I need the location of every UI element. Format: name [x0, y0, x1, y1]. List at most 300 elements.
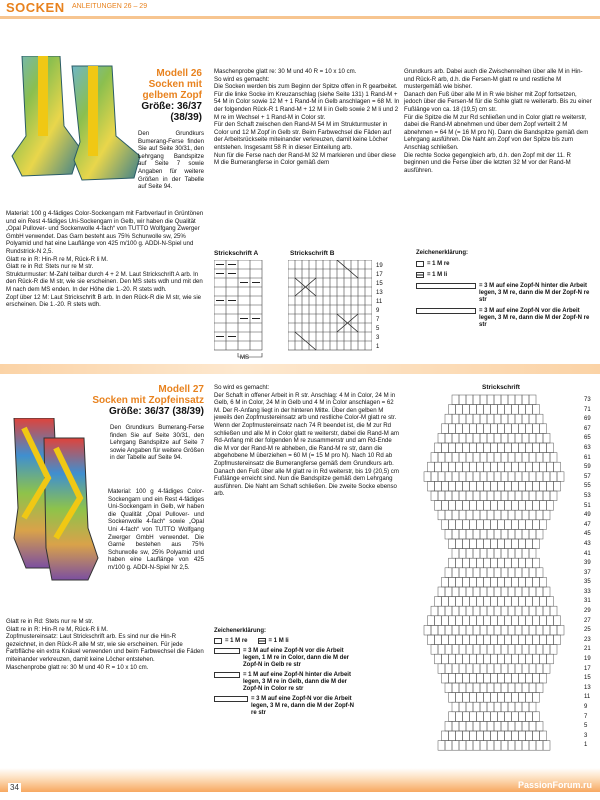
chart-cell	[512, 654, 519, 664]
chart-cell	[543, 664, 550, 674]
chart-cell	[508, 625, 515, 635]
chart-cell	[519, 443, 526, 453]
chart-cell	[515, 395, 522, 405]
chart-cell	[498, 712, 505, 722]
chart-cell	[501, 491, 508, 501]
chart-cell	[480, 568, 487, 578]
chart-cell	[498, 597, 505, 607]
chart-cell	[522, 472, 529, 482]
chart-cell	[543, 587, 550, 597]
chart-cell	[536, 529, 543, 539]
model-26-col1	[6, 210, 204, 309]
chart-cell	[480, 491, 487, 501]
chart-cell	[494, 433, 501, 443]
chart-cell	[540, 520, 547, 530]
chart-cell	[536, 472, 543, 482]
chart-cell	[508, 606, 515, 616]
legend-row-cable-front: = 3 M auf eine Zopf-N vor die Arbeit legen, 3 M re, dann die M der Zopf-N re str	[416, 308, 592, 329]
chart-cell	[501, 472, 508, 482]
chart-cell	[536, 721, 543, 731]
chart-cell	[473, 510, 480, 520]
chart-cell	[522, 529, 529, 539]
chart-cell	[505, 635, 512, 645]
chart-cell	[519, 597, 526, 607]
chart-cell	[477, 520, 484, 530]
chart-cell	[480, 549, 487, 559]
chart-cell	[449, 443, 456, 453]
chart-cell	[449, 635, 456, 645]
chart-cell	[522, 683, 529, 693]
chart-b-title: Strickschrift B	[290, 250, 335, 257]
chart-cell	[505, 616, 512, 626]
chart-cell	[505, 539, 512, 549]
chart-cell	[536, 491, 543, 501]
chart-cell	[456, 616, 463, 626]
chart-cell	[536, 606, 543, 616]
row-number: 13	[584, 684, 591, 691]
chart-cell	[494, 702, 501, 712]
chart-cell	[442, 443, 449, 453]
row-number: 23	[584, 636, 591, 643]
chart-cell	[431, 491, 438, 501]
chart-cell	[526, 443, 533, 453]
chart-cell	[487, 568, 494, 578]
chart-cell	[473, 529, 480, 539]
chart-cell	[515, 529, 522, 539]
chart-cell	[445, 683, 452, 693]
chart-cell	[508, 395, 515, 405]
chart-cell	[449, 520, 456, 530]
chart-cell	[554, 462, 561, 472]
chart-cell	[470, 693, 477, 703]
chart-cell	[449, 673, 456, 683]
chart-cell	[505, 405, 512, 415]
watermark: PassionForum.ru	[517, 780, 592, 790]
chart-cell	[533, 462, 540, 472]
chart-cell	[480, 510, 487, 520]
chart-cell	[519, 673, 526, 683]
row-number: 59	[584, 464, 591, 471]
chart-cell	[484, 577, 491, 587]
chart-cell	[456, 462, 463, 472]
knit-icon	[416, 261, 424, 267]
chart-cell	[466, 510, 473, 520]
chart-cell	[533, 712, 540, 722]
chart-cell	[445, 741, 452, 751]
chart-cell	[533, 673, 540, 683]
model-26-col3: Grundkurs arb. Dabei auch die Zwischenreihen über alle M in Hin- und Rück-R arb, d.h. die Fersen-M glatt re und restliche M mustergemäß wie bisher. Danach den Fuß über alle M in R wie bisher mit Zopf fortsetzen, jedoch über die Fersen-M für die Sohle glatt re weiterarb. Bis zu einer Fußlänge von ca. 18 (19,5) cm str. Für die Spitze die M zur Rd schließen und in Color glatt re weiterstr, dabei die Rand-M abnehmen und über dem Zopf verteilt 2 M abnehmen = 64 M (= 16 M pro N). Dann die Bandspitze gemäß dem Lehrgang ausführen. Die Naht am Zopf von der Spitze bis zum Anschlag schließen. Die rechte Socke gegengleich arb, d.h. den Zopf mit der 11. R beginnen und die Ferse über die letzten 32 M vor der Rand-M ausführen.	[404, 68, 592, 174]
chart-cell	[477, 481, 484, 491]
chart-cell	[442, 635, 449, 645]
chart-cell	[477, 501, 484, 511]
model-27-intro: Den Grundkurs Bumerang-Ferse finden Sie auf Seite 30/31, den Lehrgang Bandspitze auf Seite 7 sowie Angaben für weitere Größen in der Tabelle auf Seite 94.	[110, 424, 204, 462]
row-number: 41	[584, 550, 591, 557]
chart-cell	[501, 453, 508, 463]
chart-cell	[480, 741, 487, 751]
chart-cell	[452, 433, 459, 443]
chart-27-grid	[408, 394, 584, 770]
chart-cell	[491, 558, 498, 568]
chart-cell	[477, 558, 484, 568]
chart-cell	[529, 702, 536, 712]
chart-cell	[536, 625, 543, 635]
chart-27-row-numbers	[584, 396, 591, 751]
chart-b-grid	[288, 260, 372, 352]
chart-cell	[508, 587, 515, 597]
chart-cell	[487, 453, 494, 463]
chart-cell	[501, 568, 508, 578]
chart-cell	[466, 741, 473, 751]
chart-cell	[442, 462, 449, 472]
chart-cell	[522, 702, 529, 712]
chart-cell	[484, 731, 491, 741]
chart-cell	[547, 501, 554, 511]
chart-cell	[466, 721, 473, 731]
legend-row-cable-back: = 3 M auf eine Zopf-N hinter die Arbeit legen, 3 M re, dann die M der Zopf-N re str	[416, 283, 592, 304]
chart-cell	[505, 577, 512, 587]
chart-cell	[466, 549, 473, 559]
chart-cell	[536, 645, 543, 655]
row-number: 39	[584, 560, 591, 567]
row-number: 61	[584, 454, 591, 461]
chart-cell	[477, 597, 484, 607]
chart-cell	[487, 645, 494, 655]
chart-cell	[501, 414, 508, 424]
chart-cell	[550, 491, 557, 501]
chart-cell	[522, 741, 529, 751]
row-number: 11	[584, 694, 591, 701]
chart-cell	[456, 712, 463, 722]
row-number: 19	[584, 656, 591, 663]
model-26-subtitle-1: Socken mit	[148, 79, 202, 90]
chart-cell	[459, 664, 466, 674]
chart-cell	[459, 625, 466, 635]
chart-cell	[480, 702, 487, 712]
chart-cell	[494, 741, 501, 751]
header-rule	[0, 16, 600, 19]
chart-cell	[526, 462, 533, 472]
chart-cell	[522, 606, 529, 616]
chart-cell	[505, 597, 512, 607]
chart-cell	[550, 453, 557, 463]
chart-27-title: Strickschrift	[482, 384, 520, 391]
chart-cell	[459, 683, 466, 693]
chart-cell	[449, 501, 456, 511]
chart-cell	[480, 453, 487, 463]
chart-cell	[529, 549, 536, 559]
chart-cell	[487, 472, 494, 482]
chart-cell	[480, 721, 487, 731]
chart-cell	[515, 645, 522, 655]
chart-cell	[515, 472, 522, 482]
chart-cell	[508, 721, 515, 731]
chart-cell	[519, 654, 526, 664]
chart-cell	[452, 549, 459, 559]
chart-cell	[498, 405, 505, 415]
chart-cell	[442, 673, 449, 683]
chart-cell	[452, 664, 459, 674]
chart-cell	[501, 587, 508, 597]
chart-cell	[543, 510, 550, 520]
chart-cell	[452, 606, 459, 616]
chart-cell	[491, 616, 498, 626]
chart-cell	[442, 616, 449, 626]
chart-cell	[456, 673, 463, 683]
chart-cell	[484, 597, 491, 607]
chart-cell	[554, 481, 561, 491]
chart-cell	[445, 472, 452, 482]
chart-cell	[498, 731, 505, 741]
chart-cell	[522, 453, 529, 463]
chart-cell	[505, 654, 512, 664]
row-number: 63	[584, 444, 591, 451]
chart-cell	[540, 462, 547, 472]
chart-cell	[515, 510, 522, 520]
chart-cell	[533, 597, 540, 607]
chart-cell	[428, 462, 435, 472]
chart-cell	[547, 443, 554, 453]
chart-cell	[480, 395, 487, 405]
chart-cell	[515, 568, 522, 578]
chart-cell	[484, 654, 491, 664]
chart-cell	[456, 539, 463, 549]
chart-cell	[449, 424, 456, 434]
chart-cell	[512, 712, 519, 722]
m26-zopf: Zopf über 12 M: Laut Strickschrift B arb. In den Rück-R die M str, wie sie erscheinen. Die 1.-20. R stets wdh.	[6, 293, 202, 309]
chart-cell	[533, 539, 540, 549]
chart-cell	[473, 395, 480, 405]
chart-cell	[473, 683, 480, 693]
chart-cell	[547, 597, 554, 607]
chart-cell	[529, 395, 536, 405]
chart-cell	[519, 712, 526, 722]
chart-cell	[501, 433, 508, 443]
chart-cell	[522, 549, 529, 559]
chart-cell	[424, 472, 431, 482]
chart-cell	[435, 501, 442, 511]
cable-icon	[214, 696, 248, 702]
chart-cell	[536, 453, 543, 463]
chart-cell	[466, 625, 473, 635]
chart-cell	[536, 568, 543, 578]
chart-cell	[459, 491, 466, 501]
row-number: 5	[584, 723, 588, 730]
chart-cell	[512, 405, 519, 415]
chart-cell	[533, 558, 540, 568]
chart-cell	[456, 405, 463, 415]
chart-cell	[470, 712, 477, 722]
chart-cell	[452, 702, 459, 712]
chart-cell	[456, 654, 463, 664]
chart-cell	[438, 645, 445, 655]
chart-cell	[494, 491, 501, 501]
row-number: 15	[584, 675, 591, 682]
chart-cell	[529, 721, 536, 731]
chart-cell	[526, 673, 533, 683]
model-26-title: Modell 26	[156, 68, 202, 79]
row-number: 53	[584, 492, 591, 499]
chart-cell	[456, 731, 463, 741]
chart-cell	[526, 654, 533, 664]
chart-cell	[547, 635, 554, 645]
chart-cell	[491, 443, 498, 453]
chart-cell	[491, 673, 498, 683]
chart-cell	[491, 693, 498, 703]
chart-cell	[515, 491, 522, 501]
chart-cell	[498, 443, 505, 453]
chart-cell	[491, 635, 498, 645]
chart-cell	[491, 654, 498, 664]
chart-cell	[505, 558, 512, 568]
chart-cell	[536, 683, 543, 693]
row-number: 1	[584, 742, 588, 749]
chart-cell	[512, 539, 519, 549]
chart-cell	[477, 693, 484, 703]
chart-cell	[522, 414, 529, 424]
chart-cell	[540, 424, 547, 434]
chart-cell	[501, 721, 508, 731]
model-26-heading	[100, 68, 202, 123]
chart-cell	[463, 424, 470, 434]
chart-cell	[473, 702, 480, 712]
knit-icon	[214, 638, 222, 644]
chart-cell	[529, 491, 536, 501]
legend-row-cross-back: = 1 M auf eine Zopf-N hinter die Arbeit legen, 3 M re in Gelb, dann die M der Zopf-N in Color re str	[214, 672, 400, 693]
chart-cell	[456, 443, 463, 453]
chart-cell	[498, 462, 505, 472]
chart-cell	[519, 539, 526, 549]
model-26-col2: Maschenprobe glatt re: 30 M und 40 R = 10 x 10 cm. So wird es gemacht: Die Socken werden bis zum Beginn der Spitze offen in R gearbeitet. Für die linke Socke im Kreuzanschlag (siehe Seite 131) 1 Rand-M + 54 M in Color sowie 12 M + 1 Rand-M in Gelb anschlagen = 68 M. In der folgenden Rück-R 1 Rand-M + 12 M li in Gelb sowie 2 M li und 2 M re im Wechsel + 1 Rand-M in Color str. Für den Schaft zwischen den Rand-M 54 M im Strukturmuster in Color und 12 M Zopf in Gelb str. Beim Farbwechsel die Fäden auf der Arbeitsrückseite miteinander verkreuzen, damit keine Löcher entstehen. Insgesamt 58 R in dieser Einteilung arb. Nun für die Ferse nach der Rand-M 32 M markieren und über diese M die Bumerangferse in Color gemäß dem	[214, 68, 400, 167]
chart-cell	[463, 616, 470, 626]
chart-cell	[445, 606, 452, 616]
chart-cell	[470, 424, 477, 434]
chart-cell	[505, 501, 512, 511]
chart-cell	[473, 606, 480, 616]
chart-cell	[529, 664, 536, 674]
chart-cell	[480, 587, 487, 597]
chart-cell	[512, 616, 519, 626]
chart-cell	[512, 443, 519, 453]
chart-cell	[487, 549, 494, 559]
chart-cell	[533, 424, 540, 434]
chart-cell	[487, 433, 494, 443]
chart-cell	[431, 645, 438, 655]
chart-cell	[536, 433, 543, 443]
chart-cell	[494, 395, 501, 405]
chart-cell	[557, 625, 564, 635]
chart-cell	[540, 481, 547, 491]
chart-cell	[491, 462, 498, 472]
chart-cell	[466, 414, 473, 424]
chart-cell	[529, 683, 536, 693]
chart-cell	[529, 741, 536, 751]
chart-cell	[431, 453, 438, 463]
chart-cell	[470, 462, 477, 472]
chart-cell	[452, 587, 459, 597]
legend-title: Zeichenerklärung:	[214, 628, 267, 634]
chart-cell	[473, 645, 480, 655]
chart-cell	[543, 606, 550, 616]
chart-cell	[491, 481, 498, 491]
cable-front-icon	[416, 308, 476, 314]
chart-cell	[515, 453, 522, 463]
purl-icon	[258, 638, 266, 644]
model-27-col1b	[6, 618, 204, 671]
chart-cell	[501, 664, 508, 674]
chart-cell	[470, 558, 477, 568]
chart-cell	[445, 414, 452, 424]
m26-glatt-rd: Glatt re in Rd: Stets nur re M str.	[6, 263, 94, 271]
chart-cell	[519, 481, 526, 491]
chart-cell	[536, 414, 543, 424]
chart-cell	[466, 472, 473, 482]
chart-cell	[487, 414, 494, 424]
chart-cell	[501, 549, 508, 559]
chart-cell	[519, 693, 526, 703]
chart-cell	[515, 702, 522, 712]
chart-cell	[459, 472, 466, 482]
row-number: 31	[584, 598, 591, 605]
chart-cell	[529, 414, 536, 424]
chart-cell	[459, 510, 466, 520]
m27-maschenprobe: Maschenprobe glatt re: 30 M und 40 R = 10 x 10 cm.	[6, 663, 149, 671]
chart-cell	[491, 405, 498, 415]
chart-cell	[540, 731, 547, 741]
chart-cell	[459, 606, 466, 616]
chart-cell	[477, 462, 484, 472]
chart-cell	[508, 472, 515, 482]
chart-cell	[498, 673, 505, 683]
model-27-heading	[80, 384, 204, 417]
legend-row-re: = 1 M re = 1 M li	[214, 638, 400, 645]
chart-cell	[487, 664, 494, 674]
page-number: 34	[10, 783, 19, 792]
chart-cell	[449, 712, 456, 722]
chart-cell	[452, 453, 459, 463]
chart-cell	[466, 664, 473, 674]
chart-b-row-numbers: 19 17 15 13 11 9 7 5 3 1	[376, 263, 383, 350]
chart-cell	[445, 433, 452, 443]
row-number: 47	[584, 521, 591, 528]
chart-cell	[435, 616, 442, 626]
legend-row-re: = 1 M re	[416, 261, 592, 268]
chart-cell	[449, 481, 456, 491]
chart-cell	[529, 472, 536, 482]
chart-cell	[463, 712, 470, 722]
row-number: 43	[584, 540, 591, 547]
chart-cell	[522, 568, 529, 578]
chart-cell	[456, 577, 463, 587]
chart-cell	[470, 539, 477, 549]
chart-cell	[456, 693, 463, 703]
chart-cell	[480, 433, 487, 443]
chart-cell	[442, 424, 449, 434]
chart-cell	[480, 625, 487, 635]
chart-cell	[540, 654, 547, 664]
chart-cell	[449, 539, 456, 549]
model-27-legend	[214, 628, 400, 721]
chart-cell	[484, 405, 491, 415]
row-number: 35	[584, 579, 591, 586]
chart-cell	[487, 395, 494, 405]
chart-cell	[526, 731, 533, 741]
chart-a-title: Strickschrift A	[214, 250, 259, 257]
chart-cell	[466, 433, 473, 443]
chart-cell	[463, 597, 470, 607]
chart-cell	[501, 606, 508, 616]
chart-cell	[456, 501, 463, 511]
legend-row-cable: = 3 M auf eine Zopf-N vor die Arbeit legen, 3 M re, dann die M der Zopf-N re str	[214, 696, 400, 717]
